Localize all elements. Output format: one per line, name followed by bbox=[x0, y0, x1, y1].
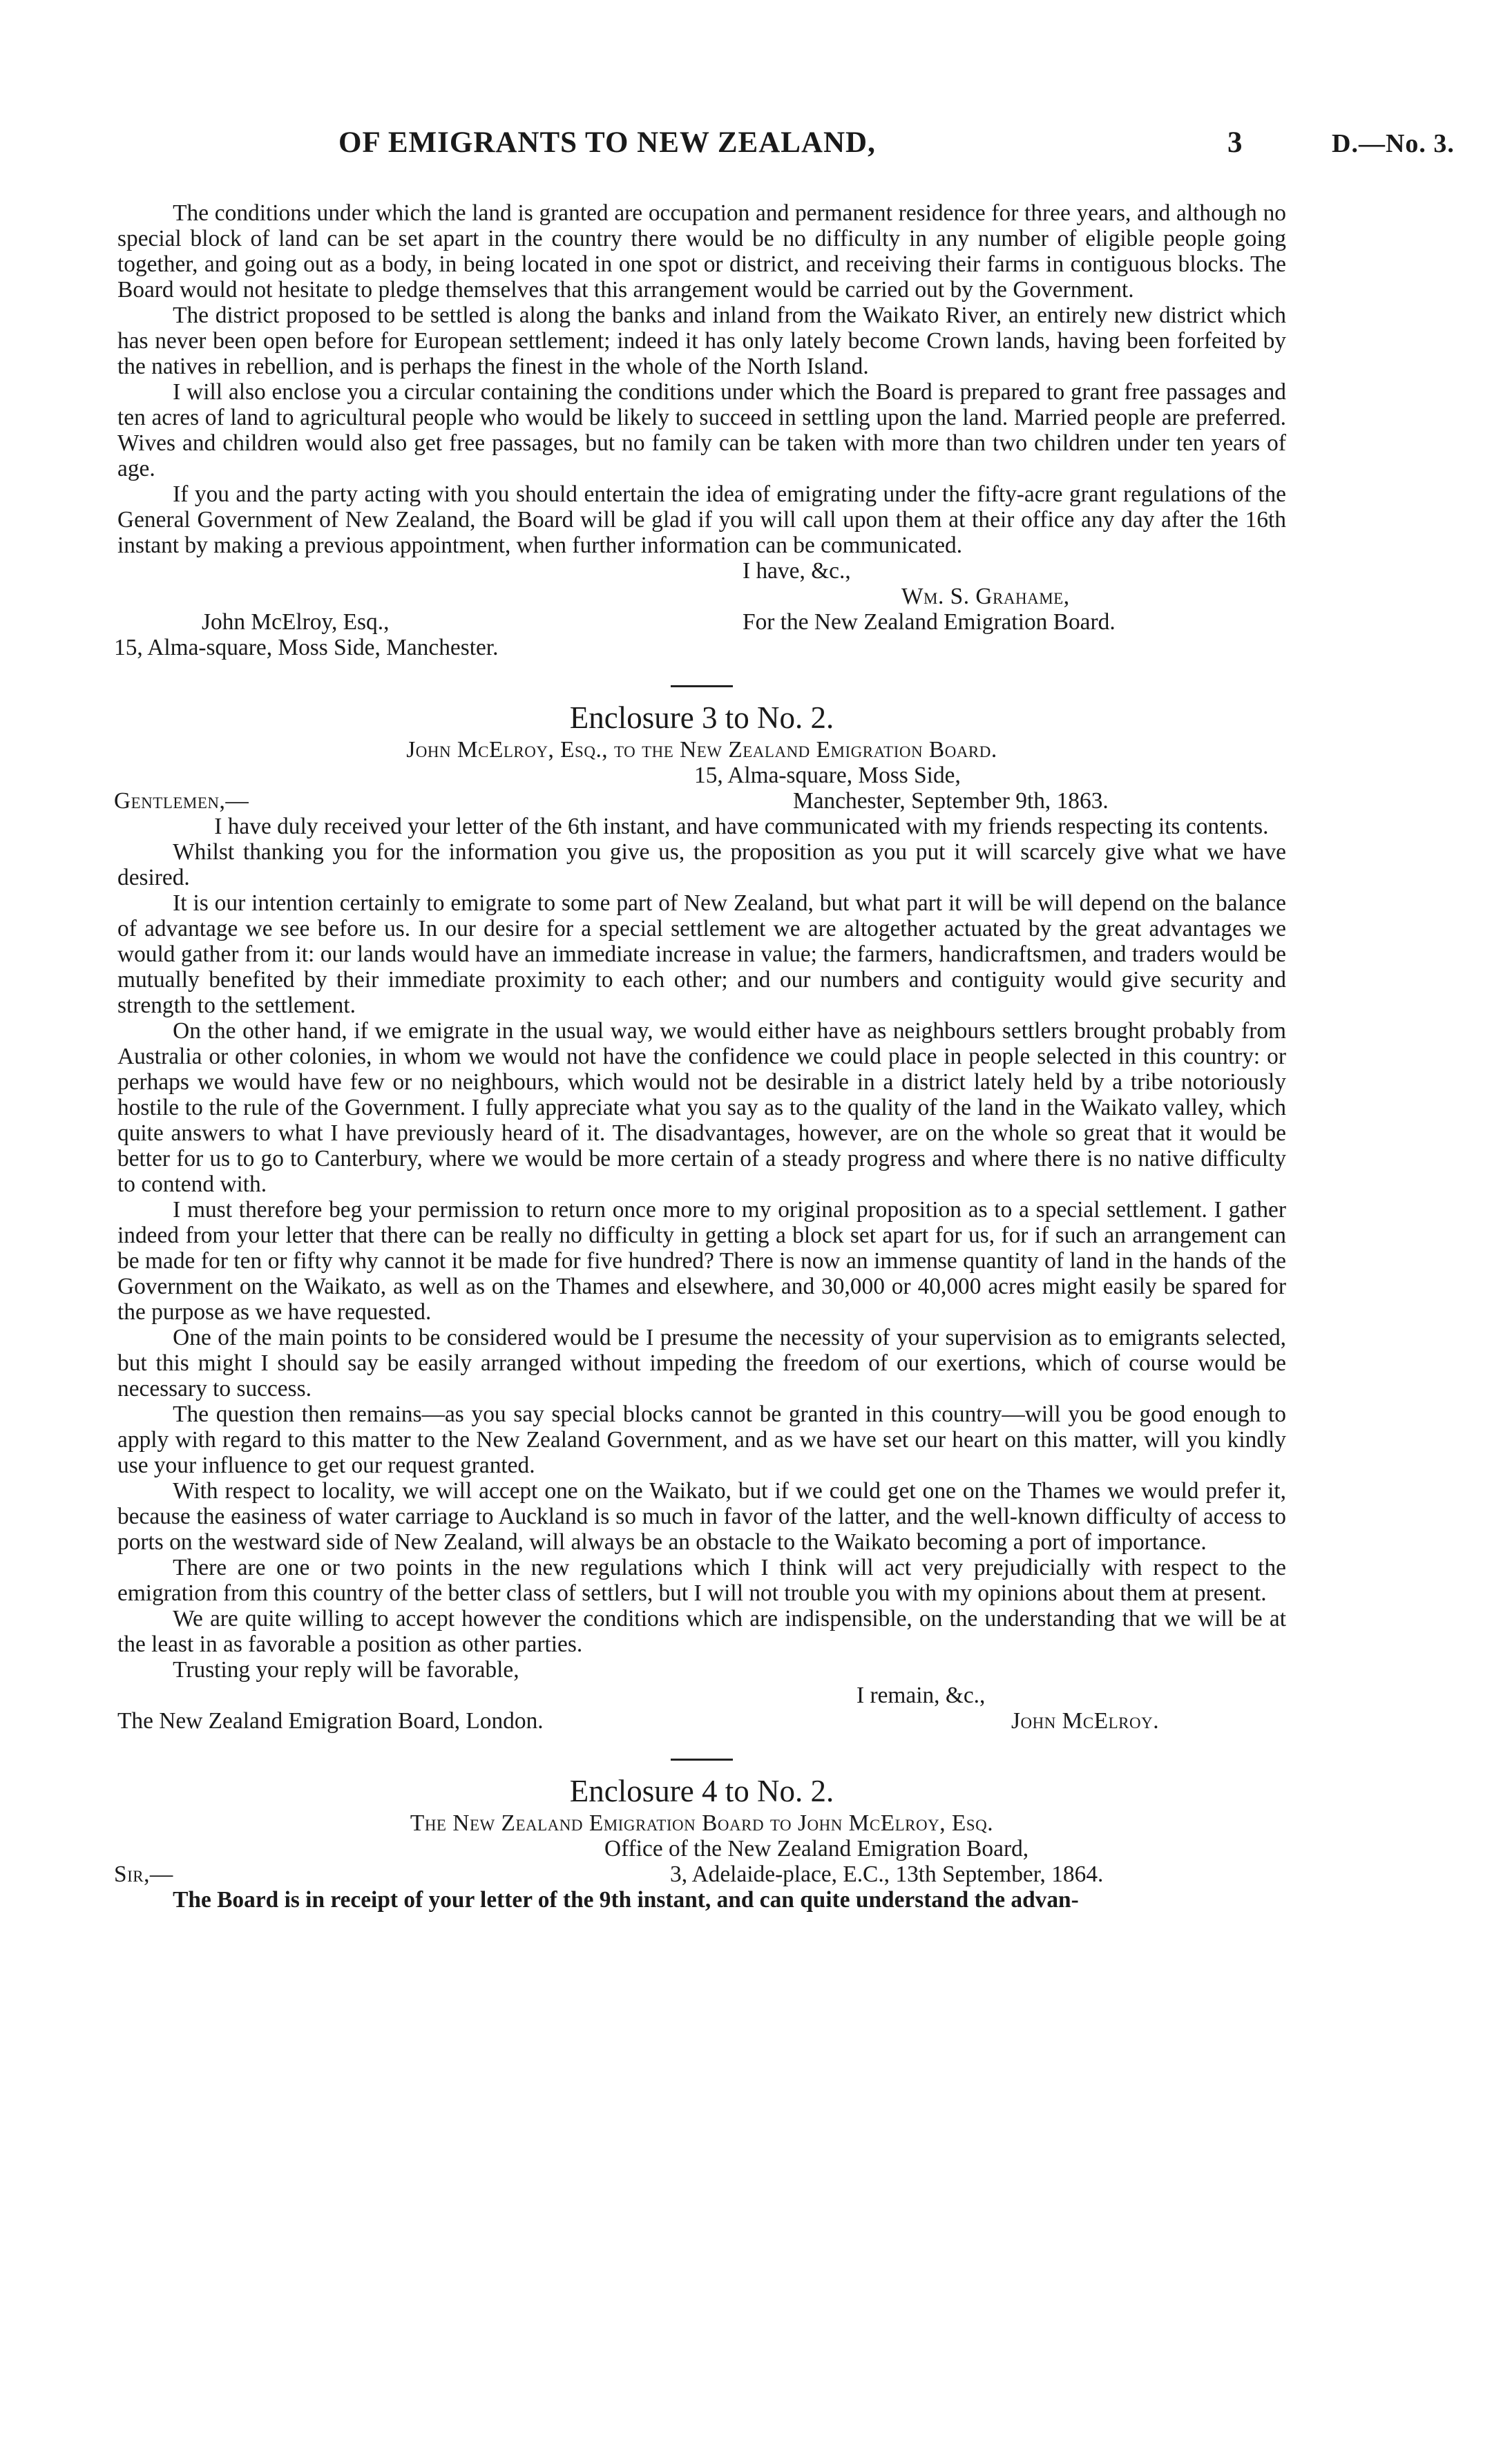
letter-grahame-continuation bbox=[114, 200, 1286, 660]
addressee-address: 15, Alma-square, Moss Side, Manchester. bbox=[114, 635, 499, 660]
paragraph: There are one or two points in the new regulations which I think will act very prejudicially with respect to the emigration from this country of the better class of settlers, but I will not trouble you with my opinions about them at present. bbox=[117, 1555, 1286, 1606]
paragraph: The district proposed to be settled is along the banks and inland from the Waikato River, an entirely new district which has never been open before for European settlement; indeed it has only lately become Crown lands, having been forfeited by the natives in rebellion, and is perhaps the finest in the whole of the North Island. bbox=[117, 303, 1286, 379]
paragraph: The conditions under which the land is granted are occupation and permanent residence for three years, and although no special block of land can be set apart in the country there would be no difficulty in any number of eligible people going together, and going out as a body, in being located in one spot or district, and receiving their farms in contiguous blocks. The Board would not hesitate to pledge themselves that this arrangement would be carried out by the Government. bbox=[117, 200, 1286, 303]
paragraph: Whilst thanking you for the information you give us, the proposition as you put it will scarcely give what we have desired. bbox=[117, 839, 1286, 890]
document-reference: D.—No. 3. bbox=[1332, 129, 1455, 158]
letter-date: Manchester, September 9th, 1863. bbox=[793, 788, 1109, 814]
salutation: Sir,— bbox=[114, 1862, 173, 1887]
sender-office: Office of the New Zealand Emigration Board, bbox=[604, 1836, 1029, 1862]
running-title: OF EMIGRANTS TO NEW ZEALAND, bbox=[338, 126, 876, 159]
paragraph: The Board is in receipt of your letter of the 9th instant, and can quite understand the advan- bbox=[173, 1887, 1079, 1913]
enclosure-subtitle: The New Zealand Emigration Board to John McElroy, Esq. bbox=[410, 1810, 994, 1836]
paragraph: Trusting your reply will be favorable, bbox=[173, 1657, 519, 1683]
paragraph: If you and the party acting with you should entertain the idea of emigrating under the fifty-acre grant regulations of the General Government of New Zealand, the Board will be glad if you will call upon them at their office any day after the 16th instant by making a previous appointment, when further information can be communicated. bbox=[117, 481, 1286, 558]
enclosure-subtitle: John McElroy, Esq., to the New Zealand Emigration Board. bbox=[406, 737, 997, 763]
signatory-role: For the New Zealand Emigration Board. bbox=[743, 609, 1116, 635]
paragraph: With respect to locality, we will accept one on the Waikato, but if we could get one on the Thames we would prefer it, because the easiness of water carriage to Auckland is so much in favor of the latter, and the well-known difficulty of access to ports on the westward side of New Zealand, will always be an obstacle to the Waikato becoming a port of importance. bbox=[117, 1478, 1286, 1555]
paragraph: One of the main points to be considered would be I presume the necessity of your supervision as to emigrants selected, but this might I should say be easily arranged without impeding the freedom of our exertions, which of course would be necessary to success. bbox=[117, 1325, 1286, 1401]
signatory-name: John McElroy. bbox=[1011, 1708, 1160, 1734]
signatory-line bbox=[117, 584, 1286, 609]
paragraph: We are quite willing to accept however the conditions which are indispensible, on the understanding that we will be at the least in as favorable a position as other parties. bbox=[117, 1606, 1286, 1657]
signatory-name: Wm. S. Grahame, bbox=[901, 584, 1070, 609]
page-header bbox=[117, 126, 1471, 174]
section-divider bbox=[671, 685, 733, 687]
closing: I remain, &c., bbox=[857, 1683, 986, 1708]
address-date: 3, Adelaide-place, E.C., 13th September, 1864. bbox=[670, 1862, 1104, 1887]
document-body bbox=[114, 200, 1286, 1913]
addressee-role-line bbox=[117, 609, 1286, 635]
enclosure-title: Enclosure 3 to No. 2. bbox=[569, 700, 834, 735]
paragraph: On the other hand, if we emigrate in the usual way, we would either have as neighbours settlers brought probably from Australia or other colonies, in whom we would not have the confidence we could place in people selected in this country: or perhaps we would have few or no neighbours, which would not be desirable in a district lately held by a tribe notoriously hostile to the rule of the Government. I fully appreciate what you say as to the quality of the land in the Waikato valley, which quite answers to what I have previously heard of it. The disadvantages, however, are on the whole so great that it would be better for us to go to Canterbury, where we would be more certain of a steady progress and where there is no native difficulty to contend with. bbox=[117, 1018, 1286, 1197]
addressee-signatory-line bbox=[117, 1708, 1286, 1734]
addressee-name: John McElroy, Esq., bbox=[202, 609, 390, 635]
sender-address-line bbox=[117, 763, 1286, 788]
salutation-date-line bbox=[114, 1862, 1286, 1887]
paragraph: I must therefore beg your permission to return once more to my original proposition as to a special settlement. I gather indeed from your letter that there can be really no difficulty in getting a block set apart for us, for if such an arrangement can be made for ten or fifty why cannot it be made for five hundred? There is now an immense quantity of land in the hands of the Government on the Waikato, as well as on the Thames and elsewhere, and 30,000 or 40,000 acres might easily be spared for the purpose as we have requested. bbox=[117, 1197, 1286, 1325]
paragraph: I have duly received your letter of the 6th instant, and have communicated with my friends respecting its contents. bbox=[214, 814, 1269, 839]
page-number: 3 bbox=[1227, 126, 1243, 159]
office-line bbox=[117, 1836, 1286, 1862]
paragraph: I will also enclose you a circular containing the conditions under which the Board is prepared to grant free passages and ten acres of land to agricultural people who would be likely to succeed in settling upon the land. Married people are preferred. Wives and children would also get free passages, but no family can be taken with more than two children under ten years of age. bbox=[117, 379, 1286, 481]
closing-line bbox=[117, 1683, 1286, 1708]
sender-address: 15, Alma-square, Moss Side, bbox=[694, 763, 961, 788]
section-divider bbox=[671, 1759, 733, 1761]
paragraph: It is our intention certainly to emigrate to some part of New Zealand, but what part it will be will depend on the balance of advantage we see before us. In our desire for a special settlement we are altogether actuated by the great advantages we would gather from it: our lands would have an immediate increase in value; the farmers, handicraftsmen, and traders would be mutually benefited by their immediate proximity to each other; and our numbers and contiguity would give security and strength to the settlement. bbox=[117, 890, 1286, 1018]
salutation: Gentlemen,— bbox=[114, 788, 249, 814]
paragraph: The question then remains—as you say special blocks cannot be granted in this country—will you be good enough to apply with regard to this matter to the New Zealand Government, and as we have set our heart on this matter, will you kindly use your influence to get our request granted. bbox=[117, 1401, 1286, 1478]
enclosure-title: Enclosure 4 to No. 2. bbox=[569, 1774, 834, 1808]
addressee: The New Zealand Emigration Board, London. bbox=[117, 1708, 544, 1734]
salutation-date-line bbox=[114, 788, 1286, 814]
closing-line bbox=[117, 558, 1286, 584]
closing: I have, &c., bbox=[743, 558, 851, 584]
enclosure-3 bbox=[114, 698, 1286, 1734]
enclosure-4 bbox=[114, 1772, 1286, 1913]
addressee-address-line bbox=[114, 635, 1286, 660]
